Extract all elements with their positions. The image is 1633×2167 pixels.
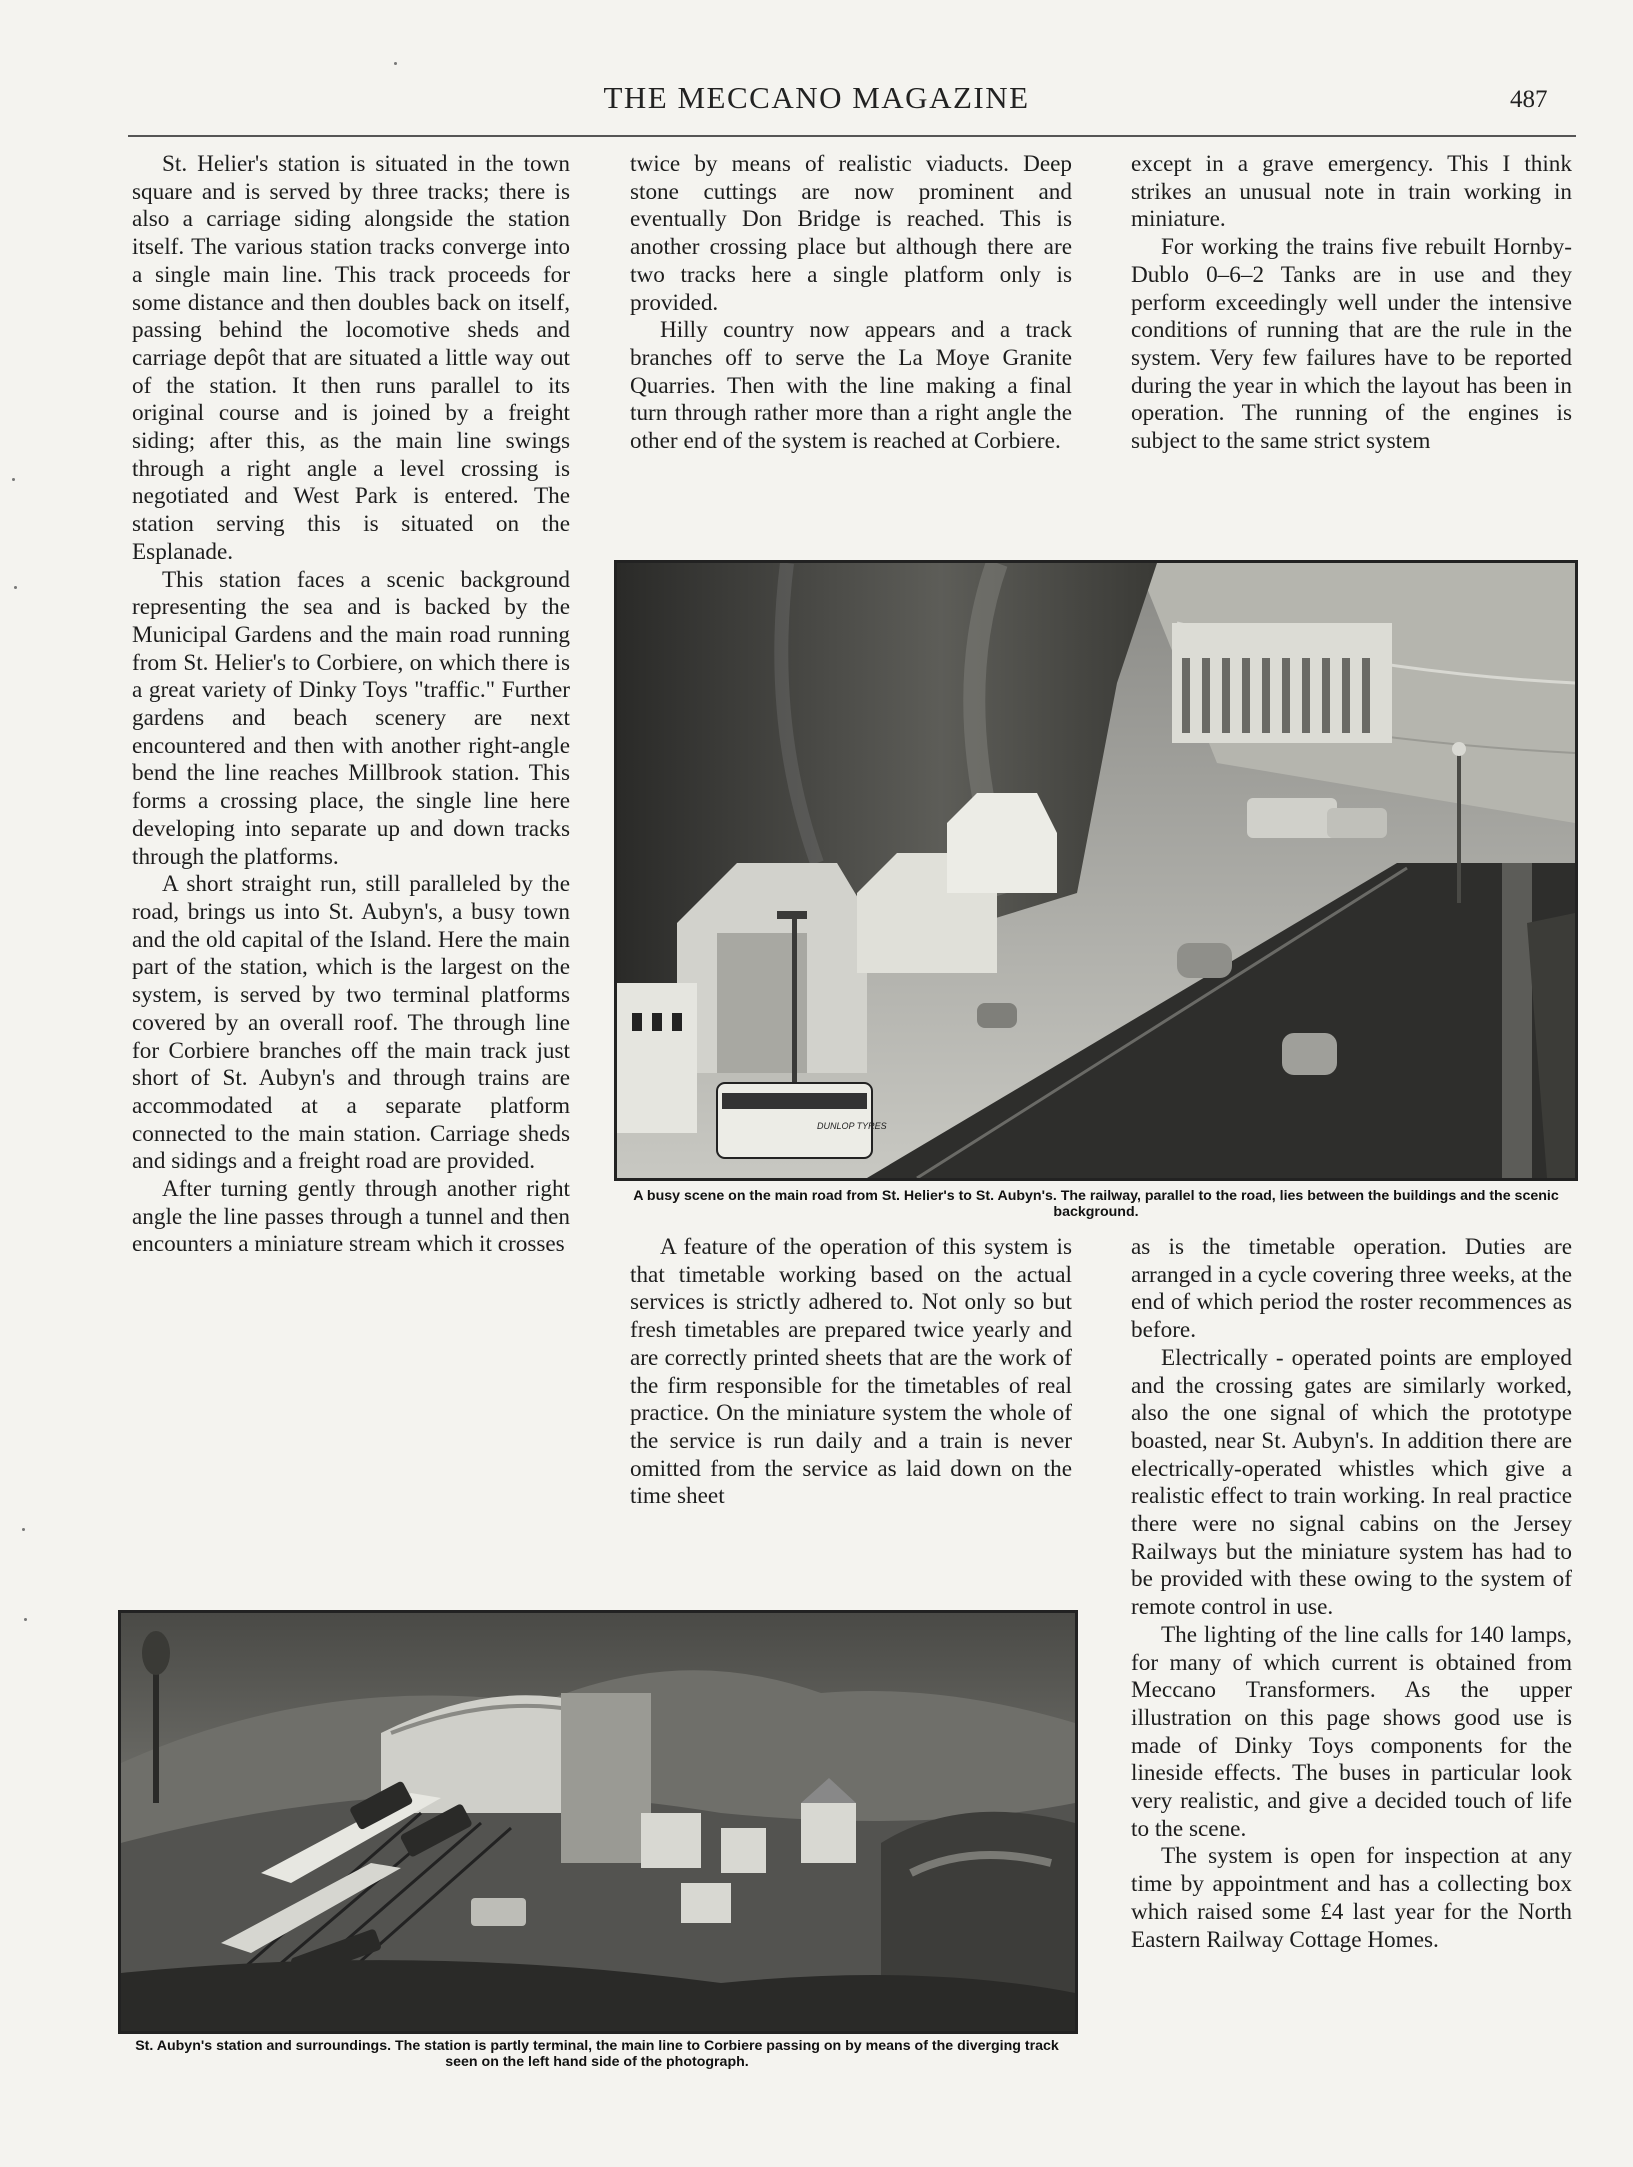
paragraph: as is the timetable operation. Duties are arranged in a cycle covering three weeks, at the end of which period the roster recommences as before. [1131,1234,1572,1344]
top-photo-caption: A busy scene on the main road from St. Helier's to St. Aubyn's. The railway, parallel to the road, lies between the buildings and the scenic background. [633,1188,1559,1220]
running-header: THE MECCANO MAGAZINE [603,80,1030,115]
page-number: 487 [1510,86,1548,113]
paragraph: St. Helier's station is situated in the town square and is served by three tracks; there is also a carriage siding alongside the station itself. The various station tracks converge into a single main line. This track proceeds for some distance and then doubles back on itself, passing behind the locomotive sheds and carriage depôt that are situated a little way out of the station. It then runs parallel to its original course and is joined by a freight siding; after this, as the main line swings through a right angle a level crossing is negotiated and West Park is entered. The station serving this is situated on the Esplanade. [132,151,570,565]
paragraph: except in a grave emergency. This I think strikes an unusual note in train working in miniature. [1131,151,1572,233]
bottom-photo-caption: St. Aubyn's station and surroundings. The station is partly terminal, the main line to Corbiere passing on by means of the diverging track seen on the left hand side of the photograph. [135,2038,1059,2070]
paragraph: A feature of the operation of this system is that timetable working based on the actual services is strictly adhered to. Not only so but fresh timetables are prepared twice yearly and are correctly printed sheets that are the work of the firm responsible for the timetables of real practice. On the miniature system the whole of the service is run daily and a train is never omitted from the service as laid down on the time sheet [630,1234,1072,1510]
station-layout-photo [118,1610,1078,2034]
column-1 [132,151,570,1259]
bus-advert-text: DUNLOP TYRES [817,1121,887,1131]
header-rule [128,135,1576,137]
paragraph: twice by means of realistic viaducts. Deep stone cuttings are now prominent and eventually Don Bridge is reached. This is another crossing place but although there are two tracks here a single platform only is provided. [630,151,1072,316]
paragraph: Electrically - operated points are employed and the crossing gates are similarly worked, also the one signal of which the prototype boasted, near St. Aubyn's. In addition there are electrically-operated whistles which give a realistic effect to train working. In real practice there were no signal cabins on the Jersey Railways but the miniature system has had to be provided with these owing to the system of remote control in use. [1131,1344,1572,1621]
paragraph: Hilly country now appears and a track branches off to serve the La Moye Granite Quarries. Then with the line making a final turn through rather more than a right angle the other end of the system is reached at Corbiere. [630,317,1072,455]
column-3-bottom [1131,1234,1572,1954]
paragraph: After turning gently through another right angle the line passes through a tunnel and then encounters a miniature stream which it crosses [132,1176,570,1258]
column-3-top [1131,151,1572,456]
paragraph: The system is open for inspection at any time by appointment and has a collecting box which raised some £4 last year for the North Eastern Railway Cottage Homes. [1131,1843,1572,1953]
road-scene-photo [614,560,1578,1181]
paragraph: A short straight run, still paralleled by the road, brings us into St. Aubyn's, a busy town and the old capital of the Island. Here the main part of the station, which is the largest on the system, is served by two terminal platforms covered by an overall roof. The through line for Corbiere branches off the main track just short of St. Aubyn's and through trains are accommodated at a separate platform connected to the main station. Carriage sheds and sidings and a freight road are provided. [132,871,570,1175]
paragraph: The lighting of the line calls for 140 lamps, for many of which current is obtained from Meccano Transformers. As the upper illustration on this page shows good use is made of Dinky Toys components for the lineside effects. The buses in particular look very realistic, and give a decided touch of life to the scene. [1131,1621,1572,1842]
column-2-bottom [630,1234,1072,1511]
paragraph: This station faces a scenic background representing the sea and is backed by the Municipal Gardens and the main road running from St. Helier's to Corbiere, on which there is a great variety of Dinky Toys "traffic." Further gardens and beach scenery are next encountered and then with another right-angle bend the line reaches Millbrook station. This forms a crossing place, the single line here developing into separate up and down tracks through the platforms. [132,566,570,870]
column-2-top [630,151,1072,456]
paragraph: For working the trains five rebuilt Hornby-Dublo 0–6–2 Tanks are in use and they perform exceedingly well under the intensive conditions of running that are the rule in the system. Very few failures have to be reported during the year in which the layout has been in operation. The running of the engines is subject to the same strict system [1131,234,1572,455]
